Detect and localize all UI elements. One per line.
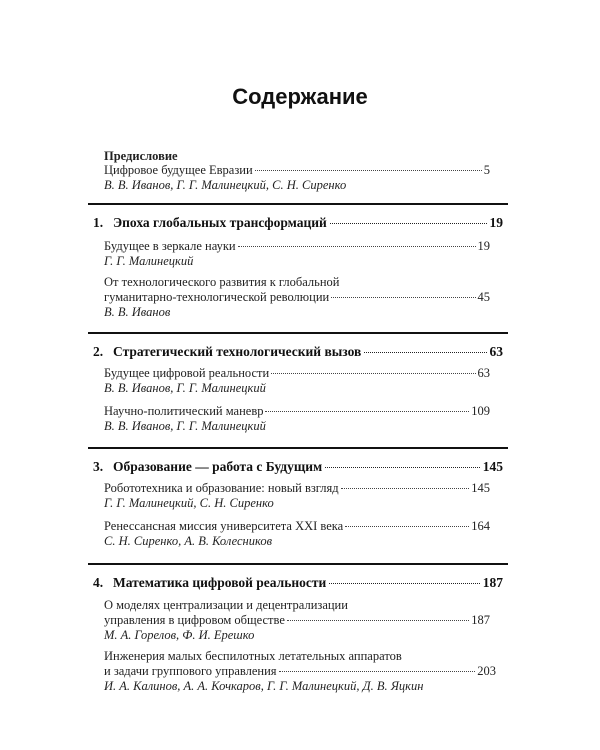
toc-section-2[interactable] — [93, 343, 503, 361]
dot-leader — [287, 620, 469, 621]
section-number: 1. — [93, 215, 104, 230]
entry-title: гуманитарно-технологической революции — [104, 290, 330, 304]
entry-title: Научно-политический маневр — [104, 404, 264, 418]
section-divider — [88, 563, 508, 565]
section-page: 19 — [489, 215, 503, 230]
section-number: 2. — [93, 344, 104, 359]
entry-authors: И. А. Калинов, А. А. Кочкаров, Г. Г. Малинецкий, Д. В. Яцкин — [104, 679, 424, 693]
dot-leader — [325, 467, 480, 468]
entry-page: 63 — [477, 366, 490, 380]
entry-page: 5 — [483, 163, 490, 177]
entry-title: и задачи группового управления — [104, 664, 277, 678]
toc-entry-preface[interactable] — [104, 162, 490, 178]
dot-leader — [364, 352, 486, 353]
toc-section-4[interactable] — [93, 574, 503, 592]
entry-page: 19 — [477, 239, 490, 253]
page-title: Содержание — [232, 84, 368, 109]
entry-title: управления в цифровом обществе — [104, 613, 285, 627]
entry-title-line1: Инженерия малых беспилотных летательных аппаратов — [104, 649, 402, 663]
section-page: 145 — [482, 459, 503, 474]
entry-title: Робототехника и образование: новый взгляд — [104, 481, 339, 495]
dot-leader — [341, 488, 470, 489]
dot-leader — [329, 583, 479, 584]
toc-entry[interactable] — [104, 403, 490, 419]
dot-leader — [279, 671, 476, 672]
section-page: 187 — [482, 575, 503, 590]
entry-authors: В. В. Иванов, Г. Г. Малинецкий — [104, 381, 266, 395]
toc-section-1[interactable] — [93, 214, 503, 232]
entry-authors: В. В. Иванов, Г. Г. Малинецкий — [104, 419, 266, 433]
entry-page: 45 — [477, 290, 490, 304]
entry-page: 109 — [471, 404, 490, 418]
section-divider — [88, 203, 508, 205]
toc-entry[interactable] — [104, 480, 490, 496]
toc-entry[interactable] — [104, 663, 496, 679]
entry-authors: М. А. Горелов, Ф. И. Ерешко — [104, 628, 255, 642]
entry-authors: В. В. Иванов, Г. Г. Малинецкий, С. Н. Сиренко — [104, 178, 347, 192]
section-divider — [88, 332, 508, 334]
dot-leader — [255, 170, 482, 171]
preface-label: Предисловие — [104, 149, 178, 163]
section-title: Стратегический технологический вызов — [113, 344, 362, 359]
entry-page: 145 — [471, 481, 490, 495]
entry-authors: Г. Г. Малинецкий, С. Н. Сиренко — [104, 496, 274, 510]
toc-entry[interactable] — [104, 612, 490, 628]
entry-page: 203 — [477, 664, 496, 678]
section-number: 4. — [93, 575, 104, 590]
entry-title: Цифровое будущее Евразии — [104, 163, 253, 177]
dot-leader — [345, 526, 469, 527]
entry-title: Будущее в зеркале науки — [104, 239, 236, 253]
entry-title-line1: От технологического развития к глобальной — [104, 275, 340, 289]
section-title: Образование — работа с Будущим — [113, 459, 323, 474]
entry-authors: С. Н. Сиренко, А. В. Колесников — [104, 534, 273, 548]
entry-title: Ренессансная миссия университета XXI века — [104, 519, 344, 533]
toc-entry[interactable] — [104, 365, 490, 381]
entry-authors: В. В. Иванов — [104, 305, 171, 319]
dot-leader — [271, 373, 475, 374]
entry-page: 164 — [471, 519, 490, 533]
entry-title: Будущее цифровой реальности — [104, 366, 270, 380]
dot-leader — [265, 411, 469, 412]
section-title: Эпоха глобальных трансформаций — [113, 215, 327, 230]
toc-section-3[interactable] — [93, 458, 503, 476]
entry-authors: Г. Г. Малинецкий — [104, 254, 194, 268]
entry-page: 187 — [471, 613, 490, 627]
dot-leader — [330, 223, 487, 224]
section-title: Математика цифровой реальности — [113, 575, 327, 590]
entry-title-line1: О моделях централизации и децентрализации — [104, 598, 348, 612]
section-number: 3. — [93, 459, 104, 474]
section-divider — [88, 447, 508, 449]
section-page: 63 — [489, 344, 503, 359]
dot-leader — [238, 246, 476, 247]
toc-entry[interactable] — [104, 238, 490, 254]
dot-leader — [331, 297, 475, 298]
toc-entry[interactable] — [104, 289, 490, 305]
toc-entry[interactable] — [104, 518, 490, 534]
